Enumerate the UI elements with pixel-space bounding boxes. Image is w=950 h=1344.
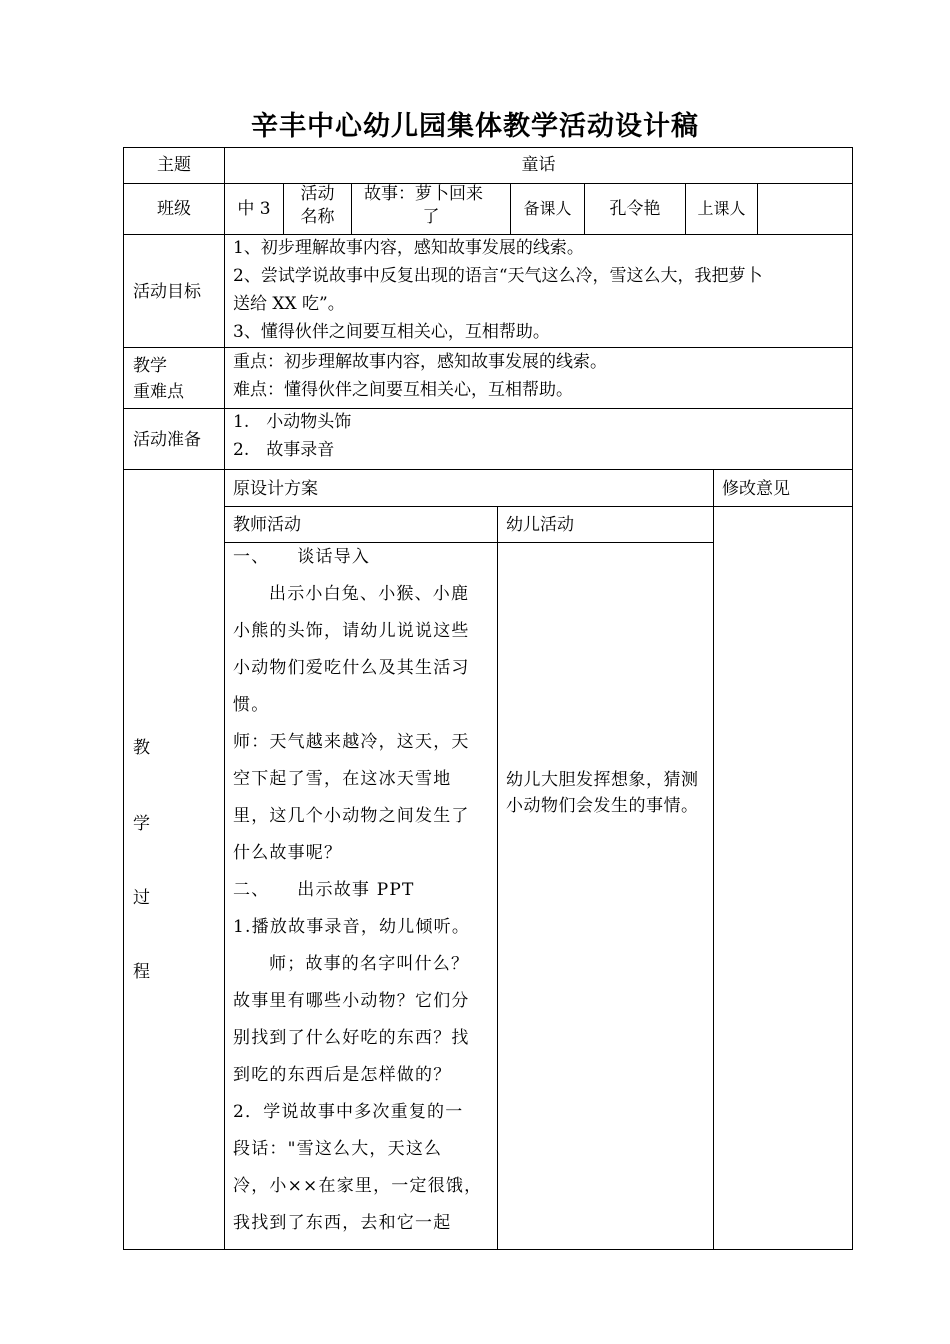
teacher-line: 段话："雪这么大，天这么 <box>233 1139 443 1159</box>
teacher-line: 师：天气越来越冷，这天，天 <box>233 732 470 752</box>
child-activity-content: 幼儿大胆发挥想象，猜测小动物们会发生的事情。 <box>506 770 699 816</box>
teacher-line: 里，这几个小动物之间发生了 <box>233 806 470 826</box>
teacher-line: 到吃的东西后是怎样做的？ <box>233 1065 452 1085</box>
class-value: 中 3 <box>237 199 271 219</box>
preparation-item: 2. 故事录音 <box>233 440 335 460</box>
key-point-difficulty: 难点：懂得伙伴之间要互相关心，互相帮助。 <box>233 380 573 400</box>
teacher-line: 我找到了东西，去和它一起 <box>233 1213 452 1233</box>
teacher-line: 小动物们爱吃什么及其生活习 <box>233 658 470 678</box>
teacher-line: 1.播放故事录音，幼儿倾听。 <box>233 917 471 937</box>
lecturer-label: 上课人 <box>697 199 746 218</box>
teacher-line: 冷，小××在家里，一定很饿， <box>233 1176 483 1196</box>
teacher-line: 2．学说故事中多次重复的一 <box>233 1102 464 1122</box>
teacher-line: 惯。 <box>233 695 270 715</box>
key-points-label-2: 重难点 <box>133 382 184 402</box>
teacher-line: 小熊的头饰，请幼儿说说这些 <box>233 621 470 641</box>
theme-label: 主题 <box>157 155 191 175</box>
page-title: 辛丰中心幼儿园集体教学活动设计稿 <box>251 111 699 142</box>
class-label: 班级 <box>157 199 191 219</box>
revision-header: 修改意见 <box>722 479 790 499</box>
original-plan-header: 原设计方案 <box>233 479 318 499</box>
process-label-char: 过 <box>133 888 150 908</box>
teacher-line: 空下起了雪，在这冰天雪地 <box>233 769 452 789</box>
teacher-activity-content <box>233 539 491 1242</box>
teacher-line: 什么故事呢？ <box>233 843 343 863</box>
preparation-item: 1. 小动物头饰 <box>233 412 352 432</box>
child-activity-header: 幼儿活动 <box>506 515 574 535</box>
teacher-line: 别找到了什么好吃的东西？找 <box>233 1028 470 1048</box>
prep-teacher-value: 孔令艳 <box>609 199 661 219</box>
process-label-char: 程 <box>133 962 150 982</box>
activity-name-label-1: 活动 <box>300 184 335 204</box>
activity-name-value-1: 故事：萝卜回来 <box>364 184 483 204</box>
theme-value: 童话 <box>521 155 556 175</box>
key-point-focus: 重点：初步理解故事内容，感知故事发展的线索。 <box>233 352 607 372</box>
prep-teacher-label: 备课人 <box>523 199 572 218</box>
teacher-line: 师；故事的名字叫什么？ <box>269 954 470 974</box>
teacher-line: 故事里有哪些小动物？它们分 <box>233 991 470 1011</box>
activity-name-value-2: 了 <box>422 207 440 227</box>
process-label-char: 学 <box>133 814 150 834</box>
teacher-line: 一、 谈话导入 <box>233 547 371 567</box>
process-label-char: 教 <box>133 738 150 758</box>
goal-item: 3、懂得伙伴之间要互相关心，互相帮助。 <box>233 322 550 342</box>
goals-label: 活动目标 <box>133 282 201 302</box>
teacher-line: 出示小白兔、小猴、小鹿 <box>269 584 470 604</box>
goal-item: 送给 XX 吃”。 <box>233 294 345 314</box>
key-points-label-1: 教学 <box>133 356 167 376</box>
teacher-line: 二、 出示故事 PPT <box>233 880 415 900</box>
preparation-label: 活动准备 <box>133 430 201 450</box>
teacher-activity-header: 教师活动 <box>233 515 301 535</box>
activity-name-label-2: 名称 <box>300 207 335 227</box>
goal-item: 1、初步理解故事内容，感知故事发展的线索。 <box>233 238 584 258</box>
goal-item: 2、尝试学说故事中反复出现的语言“天气这么冷，雪这么大，我把萝卜 <box>233 266 763 286</box>
